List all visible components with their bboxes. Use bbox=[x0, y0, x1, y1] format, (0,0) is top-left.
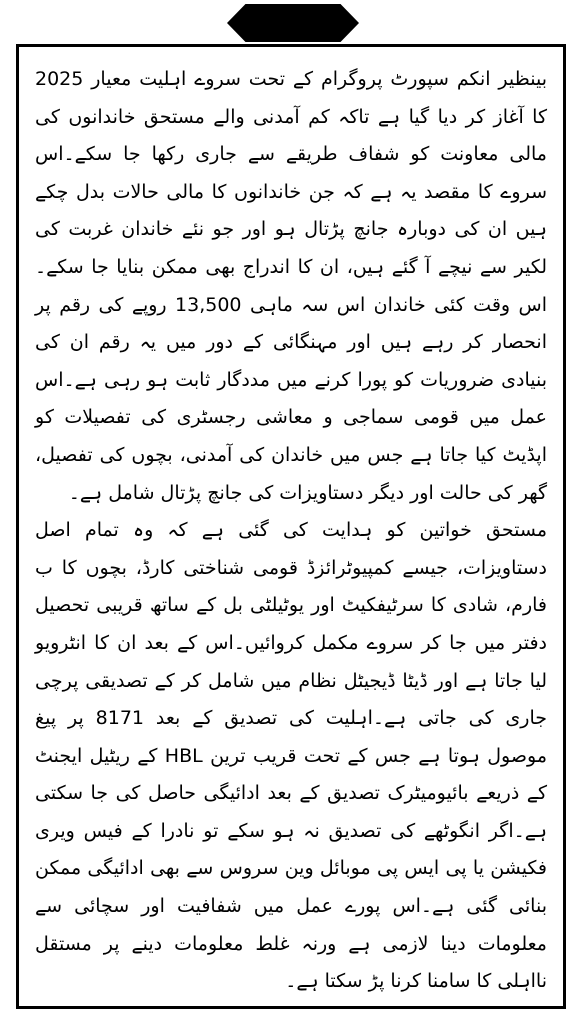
article-frame bbox=[16, 44, 566, 1009]
header-badge bbox=[227, 4, 359, 42]
article-paragraph-1: بینظیر انکم سپورٹ پروگرام کے تحت سروے اہلیت معیار 2025 کا آغاز کر دیا گیا ہے تاکہ کم آمدنی والے مستحق خاندانوں کی مالی معاونت کو شفاف طریقے سے جاری رکھا جا سکے۔اس سروے کا مقصد یہ ہے کہ جن خاندانوں کا مالی حالات بدل چکے ہیں ان کی دوبارہ جانچ پڑتال ہو اور جو نئے خاندان غربت کی لکیر سے نیچے آ گئے ہیں، ان کا اندراج بھی ممکن بنایا جا سکے۔اس وقت کئی خاندان اس سہ ماہی 13,500 روپے کی رقم پر انحصار کر رہے ہیں اور مہنگائی کے دور میں یہ رقم ان کی بنیادی ضروریات کو پورا کرنے میں مددگار ثابت ہو رہی ہے۔اس عمل میں قومی سماجی و معاشی رجسٹری کی تفصیلات کو اپڈیٹ کیا جاتا ہے جس میں خاندان کی آمدنی، بچوں کی تفصیل، گھر کی حالت اور دیگر دستاویزات کی جانچ پڑتال شامل ہے۔ bbox=[35, 68, 547, 504]
article-paragraph-2: مستحق خواتین کو ہدایت کی گئی ہے کہ وہ تمام اصل دستاویزات، جیسے کمپیوٹرائزڈ قومی شناختی کارڈ، بچوں کا ب فارم، شادی کا سرٹیفکیٹ اور یوٹیلٹی بل کے ساتھ قریبی تحصیل دفتر میں جا کر سروے مکمل کروائیں۔اس کے بعد ان کا انٹرویو لیا جاتا ہے اور ڈیٹا ڈیجیٹل نظام میں شامل کر کے تصدیقی پرچی جاری کی جاتی ہے۔اہلیت کی تصدیق کے بعد 8171 پر پیغ موصول ہوتا ہے جس کے تحت قریب ترین HBL کے ریٹیل ایجنٹ کے ذریعے بائیومیٹرک تصدیق کے بعد ادائیگی حاصل کی جا سکتی ہے۔اگر انگوٹھے کی تصدیق نہ ہو سکے تو نادرا کے فیس ویری فکیشن یا پی ایس پی موبائل وین سروس سے بھی ادائیگی ممکن بنائی گئی ہے۔اس پورے عمل میں شفافیت اور سچائی سے معلومات دینا لازمی ہے ورنہ غلط معلومات دینے پر مستقل نااہلی کا سامنا کرنا پڑ سکتا ہے۔ bbox=[35, 519, 547, 993]
article-body bbox=[19, 47, 563, 1009]
